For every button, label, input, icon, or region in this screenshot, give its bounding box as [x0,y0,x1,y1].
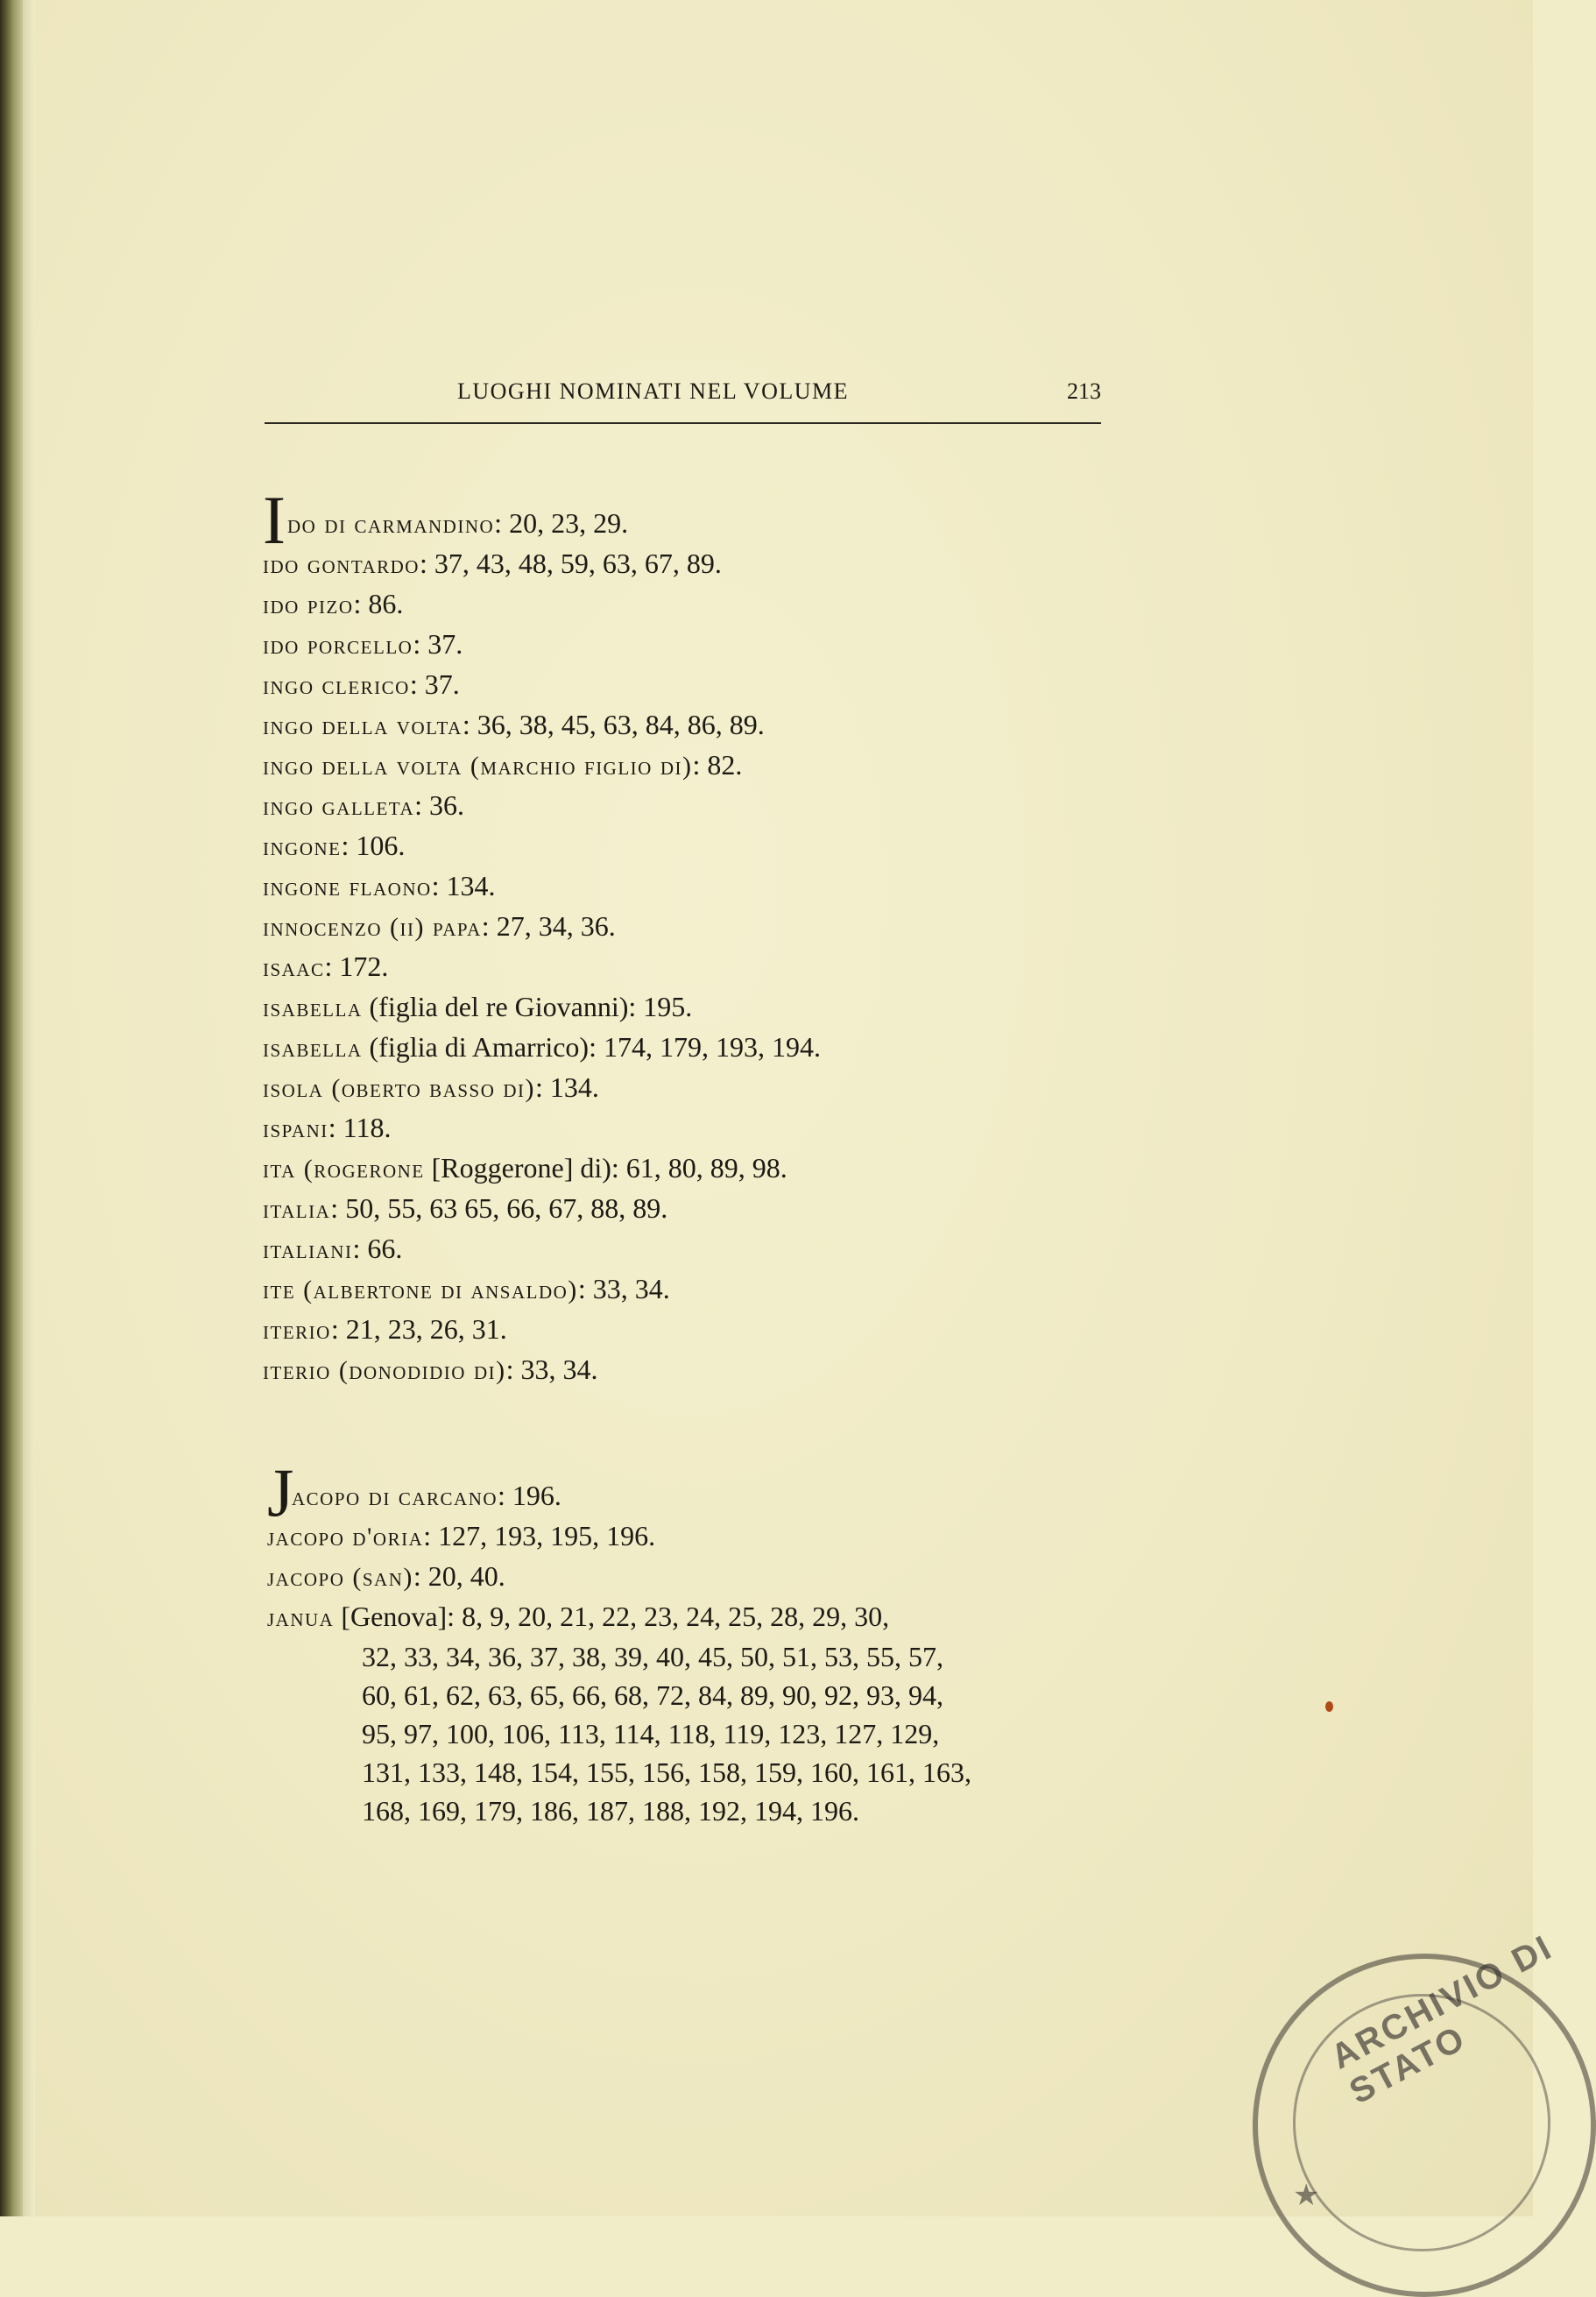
index-entry-first [267,1454,1143,1530]
entry-heading: jacopo d'oria [267,1523,424,1551]
index-entry [267,1557,1143,1597]
entry-heading: innocenzo (ii) papa [263,913,482,942]
entry-heading: ingo clerico [263,671,410,700]
entry-pages: : 86. [353,588,404,619]
entry-heading: italiani [263,1235,353,1264]
index-entry [263,625,1139,665]
entry-heading: ita (rogerone [263,1155,425,1184]
entry-pages: : 33, 34. [577,1273,670,1304]
entry-pages: : 127, 193, 195, 196. [423,1520,656,1551]
index-entry [263,584,1139,625]
entry-pages: : 172. [324,951,389,982]
entry-pages: : 134. [431,870,496,901]
entry-pages: : 196. [498,1480,561,1511]
entry-heading: acopo di carcano [292,1482,498,1511]
entry-pages: : 36. [414,789,465,821]
entry-heading: ispani [263,1114,328,1143]
entry-pages: : 66. [352,1233,403,1264]
index-entry [263,705,1139,746]
entry-pages: : 118. [328,1112,392,1143]
entry-pages: : 50, 55, 63 65, 66, 67, 88, 89. [330,1192,668,1224]
index-entry [263,866,1139,907]
paper-stain [1325,1701,1333,1712]
index-entry [263,1068,1139,1108]
entry-pages: : 37. [413,628,463,660]
entry-continuation-line: 131, 133, 148, 154, 155, 156, 158, 159, 160, 161, 163, [362,1756,971,1788]
index-entry [263,1148,1139,1189]
index-entry [267,1516,1143,1557]
entry-pages: [Genova]: 8, 9, 20, 21, 22, 23, 24, 25, 28, 29, 30, [334,1601,890,1632]
index-entry [263,1310,1139,1350]
entry-heading: ingo galleta [263,792,415,821]
index-entry [263,1189,1139,1229]
index-entry [263,907,1139,947]
index-entry [263,1350,1139,1390]
running-title: LUOGHI NOMINATI NEL VOLUME [457,378,850,404]
index-entry [263,826,1139,866]
entry-heading: italia [263,1195,331,1224]
entry-heading: iterio [263,1316,331,1345]
entry-continuation-line: 60, 61, 62, 63, 65, 66, 68, 72, 84, 89, 90, 92, 93, 94, [362,1679,943,1711]
entry-heading: ingone flaono [263,873,432,901]
entry-continuation-line: 168, 169, 179, 186, 187, 188, 192, 194, 196. [362,1795,859,1827]
star-icon: ★ [1293,2178,1320,2213]
archive-stamp [1253,1927,1596,2297]
index-section-j [267,1454,1143,1830]
index-entry [263,1269,1139,1310]
drop-cap: J [267,1454,294,1530]
entry-heading: isabella [263,1034,363,1063]
entry-continuation-line: 32, 33, 34, 36, 37, 38, 39, 40, 45, 50, 51, 53, 55, 57, [362,1641,943,1672]
entry-pages: [Roggerone] di): 61, 80, 89, 98. [424,1152,787,1184]
entry-heading: ido porcello [263,631,413,660]
entry-heading: iterio (donodidio di) [263,1356,506,1385]
entry-pages: : 106. [341,830,406,861]
entry-heading: isaac [263,953,325,982]
index-entry [263,544,1139,584]
entry-pages: : 21, 23, 26, 31. [330,1313,507,1345]
index-entry [263,1229,1139,1269]
entry-heading: ite (albertone di ansaldo) [263,1276,578,1304]
entry-continuation-line: 95, 97, 100, 106, 113, 114, 118, 119, 123, 127, 129, [362,1718,940,1749]
entry-pages: (figlia di Amarrico): 174, 179, 193, 194. [362,1031,821,1063]
entry-heading: ido gontardo [263,550,420,579]
index-entry-first [263,482,1139,558]
page-number: 213 [1067,378,1101,404]
index-entry [263,746,1139,786]
entry-heading: jacopo (san) [267,1563,413,1592]
entry-pages: (figlia del re Giovanni): 195. [362,991,693,1022]
entry-pages: : 37. [409,668,460,700]
entry-pages: : 20, 40. [413,1560,505,1592]
entry-pages: : 33, 34. [505,1353,598,1385]
entry-pages: : 36, 38, 45, 63, 84, 86, 89. [462,709,765,740]
entry-heading: ingo della volta [263,711,463,740]
entry-heading: ingone [263,832,342,861]
index-entry [263,1028,1139,1068]
index-entry [263,987,1139,1028]
entry-pages: : 37, 43, 48, 59, 63, 67, 89. [419,548,722,579]
entry-pages: : 20, 23, 29. [494,507,629,539]
entry-heading: do di carmandino [287,510,495,539]
index-entry [263,786,1139,826]
page-header [265,378,1101,424]
book-spine [0,0,23,2216]
entry-heading: ido pizo [263,590,354,619]
index-entry [263,947,1139,987]
entry-heading: isola (oberto basso di) [263,1074,536,1103]
entry-pages: : 27, 34, 36. [481,910,616,942]
entry-pages: : 82. [692,749,743,781]
stamp-text: ARCHIVIO DI STATO [1324,1927,1560,2112]
index-entry [263,665,1139,705]
index-entry [263,1108,1139,1148]
page-gutter [23,0,35,2216]
entry-heading: janua [267,1603,335,1632]
drop-cap: I [263,482,286,558]
index-entry [267,1597,1143,1637]
index-section-i [263,482,1139,1390]
entry-pages: : 134. [535,1071,599,1103]
entry-heading: ingo della volta (marchio figlio di) [263,752,693,781]
entry-heading: isabella [263,993,363,1022]
